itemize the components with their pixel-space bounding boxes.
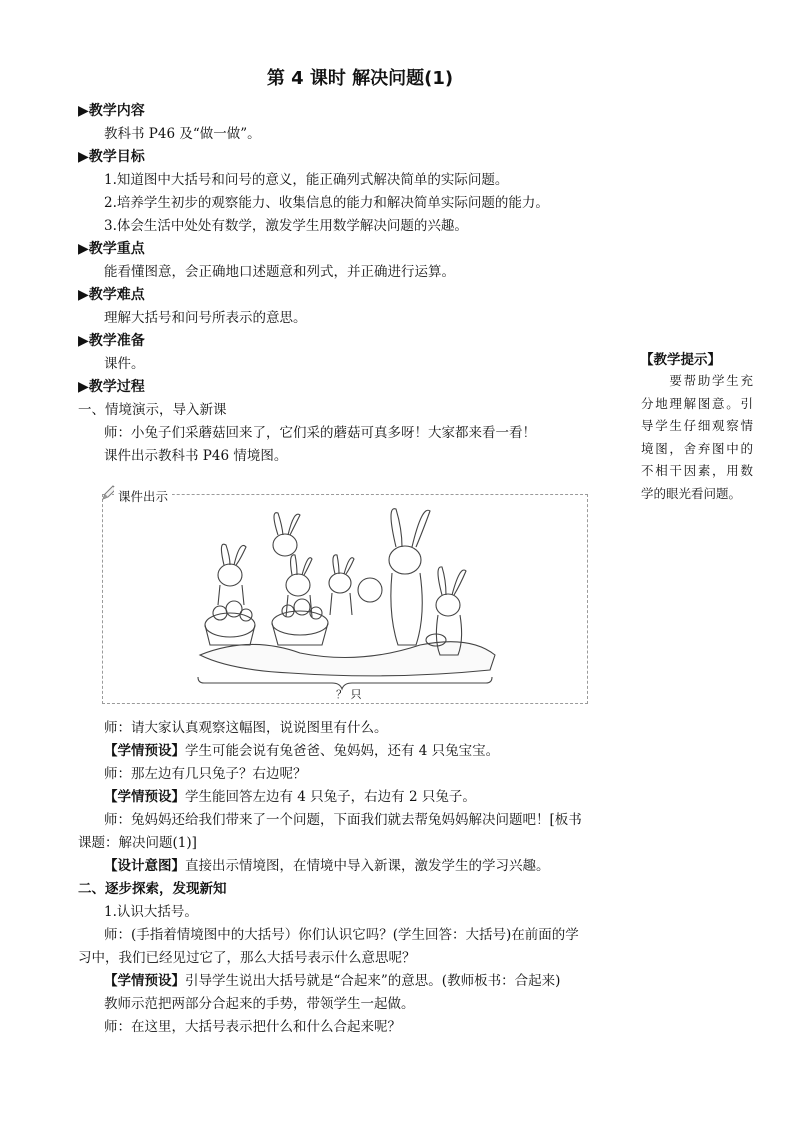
heading-content: ▶教学内容	[78, 103, 145, 119]
heading-process: ▶教学过程	[78, 379, 145, 395]
figure-caption: ？ 只	[336, 688, 362, 701]
design-line	[104, 857, 550, 875]
goal-item: 1.知道图中大括号和问号的意义，能正确列式解决简单的实际问题。	[104, 172, 509, 188]
preset-text: 引导学生说出大括号就是“合起来”的意思。(教师板书：合起来)	[185, 973, 561, 989]
difficulty-text: 理解大括号和问号所表示的意思。	[104, 310, 307, 326]
heading-key: ▶教学重点	[78, 241, 145, 257]
preset-tag: 【学情预设】	[104, 973, 185, 989]
dialog-line: 师：请大家认真观察这幅图，说说图里有什么。	[104, 720, 388, 736]
part2-line-cont: 习中，我们已经见过它了，那么大括号表示什么意思呢？	[78, 950, 416, 966]
preset-line	[104, 972, 560, 990]
prep-text: 课件。	[104, 356, 145, 372]
heading-difficulty: ▶教学难点	[78, 287, 145, 303]
design-text: 直接出示情境图，在情境中导入新课，激发学生的学习兴趣。	[185, 858, 550, 874]
dialog-line-cont: 课题：解决问题(1)]	[78, 835, 197, 851]
goal-item: 3.体会生活中处处有数学，激发学生用数学解决问题的兴趣。	[104, 218, 468, 234]
part2-line: 教师示范把两部分合起来的手势，带领学生一起做。	[104, 996, 415, 1012]
preset-tag: 【学情预设】	[104, 743, 185, 759]
goal-item: 2.培养学生初步的观察能力、收集信息的能力和解决简单实际问题的能力。	[104, 195, 549, 211]
heading-prep: ▶教学准备	[78, 333, 145, 349]
sidebar-title: 【教学提示】	[640, 352, 721, 368]
preset-tag: 【学情预设】	[104, 789, 185, 805]
part2-heading: 二、逐步探索，发现新知	[78, 881, 227, 897]
part2-line: 1.认识大括号。	[104, 904, 198, 920]
design-tag: 【设计意图】	[104, 858, 185, 874]
preset-text: 学生可能会说有兔爸爸、兔妈妈，还有 4 只兔宝宝。	[185, 743, 500, 759]
figure-label: 课件出示	[114, 487, 172, 505]
preset-line	[104, 788, 476, 806]
sidebar-text: 要帮助学生充分地理解图意。引导学生仔细观察情境图，舍弃图中的不相干因素，用数学的眼光看问题。	[641, 373, 753, 501]
part1-line: 课件出示教科书 P46 情境图。	[104, 448, 288, 464]
preset-text: 学生能回答左边有 4 只兔子，右边有 2 只兔子。	[185, 789, 476, 805]
part1-line: 师：小兔子们采蘑菇回来了，它们采的蘑菇可真多呀！大家都来看一看！	[104, 425, 536, 441]
heading-goals: ▶教学目标	[78, 149, 145, 165]
dialog-line: 师：兔妈妈还给我们带来了一个问题，下面我们就去帮兔妈妈解决问题吧！[板书	[104, 812, 582, 828]
rabbit-scene-illustration	[190, 505, 500, 695]
part2-line: 师：(手指着情境图中的大括号）你们认识它吗？(学生回答：大括号)在前面的学	[104, 927, 579, 943]
part2-line: 师：在这里，大括号表示把什么和什么合起来呢？	[104, 1019, 401, 1035]
part1-heading: 一、情境演示，导入新课	[78, 402, 227, 418]
content-text: 教科书 P46 及“做一做”。	[104, 126, 261, 142]
key-text: 能看懂图意，会正确地口述题意和列式，并正确进行运算。	[104, 264, 455, 280]
dialog-line: 师：那左边有几只兔子？右边呢？	[104, 766, 307, 782]
page-title: 第 4 课时 解决问题(1)	[266, 68, 454, 89]
preset-line	[104, 742, 499, 760]
